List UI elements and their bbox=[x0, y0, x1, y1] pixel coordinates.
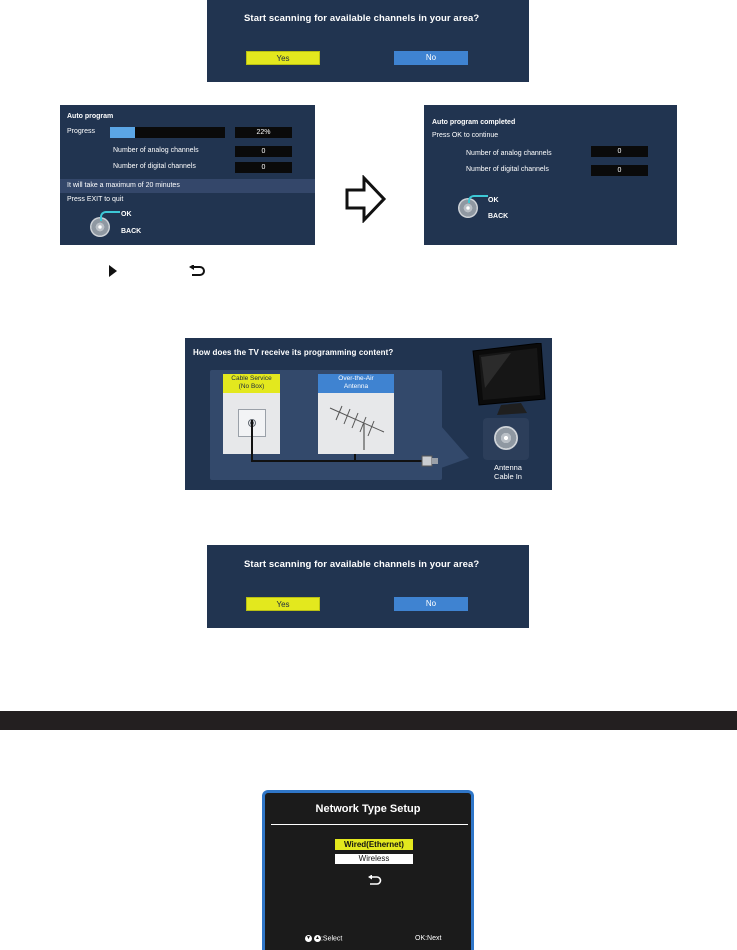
ok-label: OK bbox=[121, 211, 132, 218]
back-label: BACK bbox=[488, 213, 509, 220]
digital-channels-value: 0 bbox=[591, 165, 648, 176]
ok-pointer-line bbox=[468, 195, 488, 203]
scan-question: Start scanning for available channels in your area? bbox=[244, 559, 480, 570]
analog-channels-value: 0 bbox=[591, 146, 648, 157]
play-right-icon bbox=[108, 265, 118, 277]
next-hint: OK:Next bbox=[415, 935, 442, 942]
progress-bar-fill bbox=[110, 127, 135, 138]
no-button[interactable]: No bbox=[394, 51, 468, 65]
ok-label: OK bbox=[488, 197, 499, 204]
coax-connector-icon bbox=[494, 426, 518, 450]
yes-button[interactable]: Yes bbox=[246, 597, 320, 611]
back-label: BACK bbox=[121, 228, 142, 235]
digital-channels-label: Number of digital channels bbox=[466, 166, 549, 173]
continue-note: Press OK to continue bbox=[432, 132, 499, 139]
exit-note: Press EXIT to quit bbox=[67, 196, 124, 203]
progress-bar bbox=[110, 127, 225, 138]
no-button[interactable]: No bbox=[394, 597, 468, 611]
up-arrow-icon: ▲ bbox=[314, 935, 320, 941]
auto-program-completed-panel bbox=[424, 105, 677, 245]
auto-program-title: Auto program bbox=[67, 113, 114, 120]
select-hint-label: :Select bbox=[320, 935, 343, 943]
right-arrow-icon bbox=[344, 175, 388, 223]
ok-pointer-line bbox=[100, 211, 120, 221]
tv-icon bbox=[471, 343, 547, 419]
title-divider bbox=[271, 824, 468, 825]
scan-question: Start scanning for available channels in your area? bbox=[244, 13, 480, 24]
source-question: How does the TV receive its programming content? bbox=[193, 348, 394, 357]
auto-program-panel bbox=[60, 105, 315, 245]
source-setup-panel bbox=[185, 338, 552, 490]
analog-channels-value: 0 bbox=[235, 146, 292, 157]
completed-title: Auto program completed bbox=[432, 119, 516, 126]
down-arrow-icon: ▼ bbox=[306, 935, 311, 941]
scan-dialog-bottom bbox=[207, 545, 529, 628]
return-icon bbox=[189, 265, 205, 277]
wired-option[interactable]: Wired(Ethernet) bbox=[335, 839, 413, 850]
cable-service-label: Cable Service (No Box) bbox=[223, 374, 280, 393]
progress-value: 22% bbox=[235, 127, 292, 138]
digital-channels-label: Number of digital channels bbox=[113, 163, 196, 170]
time-note: It will take a maximum of 20 minutes bbox=[67, 182, 180, 189]
connection-cable bbox=[245, 418, 455, 468]
over-the-air-label: Over-the-Air Antenna bbox=[318, 374, 394, 393]
network-setup-title: Network Type Setup bbox=[315, 803, 421, 815]
scan-dialog-top bbox=[207, 0, 529, 82]
select-hint bbox=[305, 935, 342, 942]
analog-channels-label: Number of analog channels bbox=[113, 147, 199, 154]
section-divider bbox=[0, 711, 737, 730]
network-setup-panel bbox=[262, 790, 474, 950]
analog-channels-label: Number of analog channels bbox=[466, 150, 552, 157]
progress-label: Progress bbox=[67, 128, 96, 135]
yes-button[interactable]: Yes bbox=[246, 51, 320, 65]
wireless-option[interactable]: Wireless bbox=[335, 854, 413, 864]
antenna-cable-in-label: Antenna Cable In bbox=[494, 463, 522, 481]
return-icon bbox=[368, 875, 382, 885]
digital-channels-value: 0 bbox=[235, 162, 292, 173]
